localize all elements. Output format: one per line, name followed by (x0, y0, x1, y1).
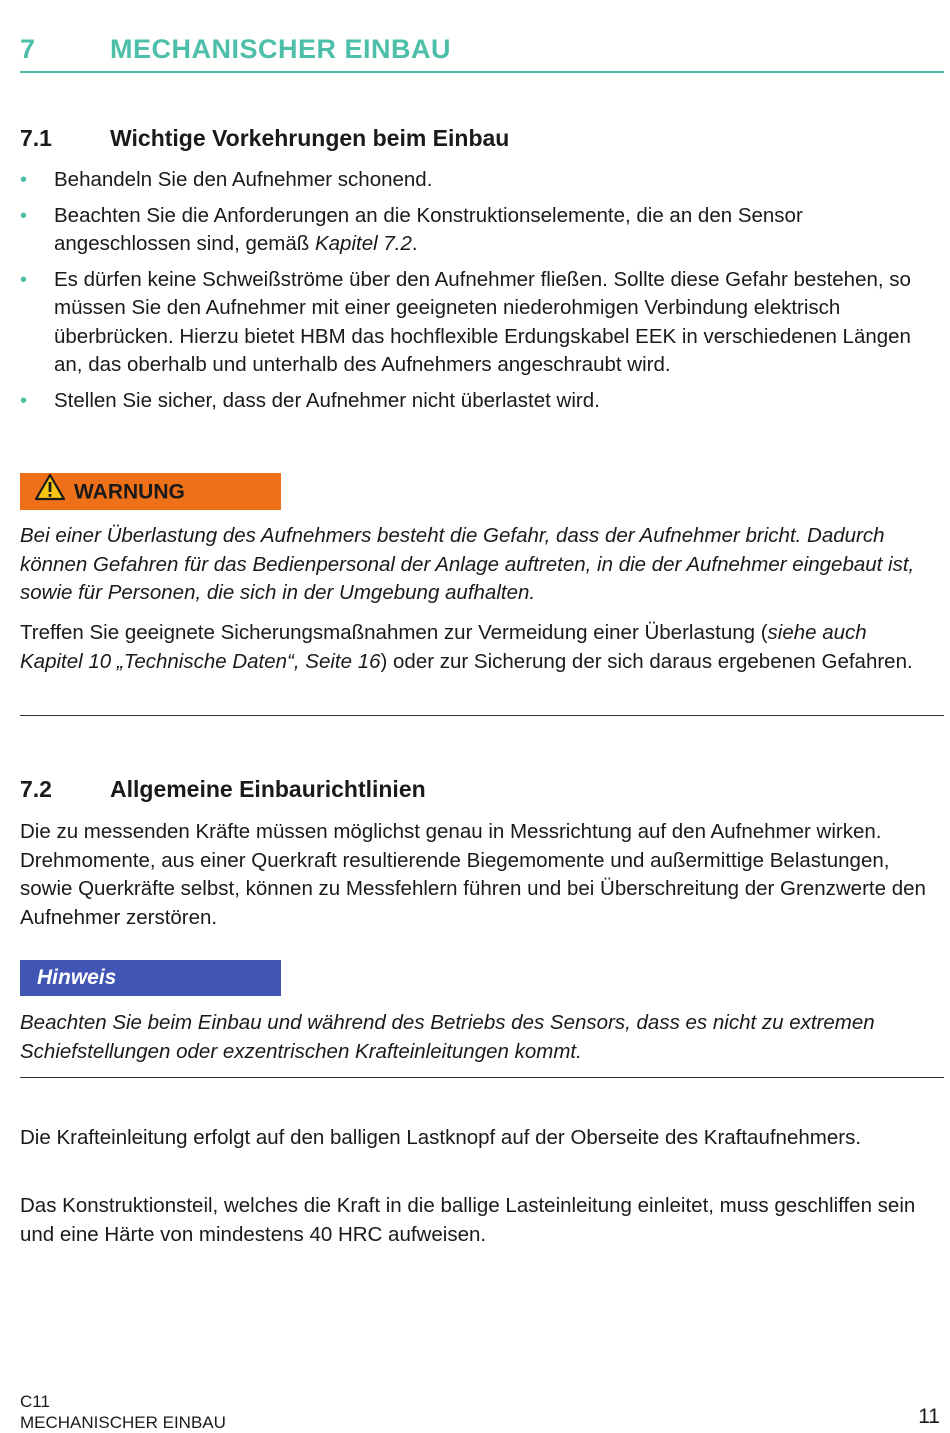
warning-label-box (20, 473, 281, 510)
precautions-list (20, 166, 930, 422)
chapter-reference-link[interactable]: Kapitel 7.2 (314, 232, 412, 255)
note-label: Hinweis (37, 966, 117, 989)
warning-label: WARNUNG (74, 480, 185, 504)
list-item: • Beachten Sie die Anforderungen an die Konstruktionselemente, die an den Sensor angeschlossen sind, gemäß Kapitel 7.2. (20, 203, 803, 255)
section-heading-7-1 (20, 125, 509, 152)
warning-triangle-icon (34, 473, 66, 513)
chapter-title: MECHANISCHER EINBAU (110, 34, 452, 64)
chapter-reference-link[interactable]: siehe auch Kapitel 10 „Technische Daten“, Seite 16 (20, 621, 867, 673)
warning-measures-text: Treffen Sie geeignete Sicherungsmaßnahmen zur Vermeidung einer Überlastung (siehe auch Kapitel 10 „Technische Daten“, Seite 16) oder zur Sicherung der sich daraus ergebenen Gefahren. (20, 621, 913, 673)
bullet-icon: • (20, 268, 28, 291)
section-title: Wichtige Vorkehrungen beim Einbau (110, 125, 510, 151)
footer-left (20, 1391, 226, 1433)
note-text: Beachten Sie beim Einbau und während des Betriebs des Sensors, dass es nicht zu extremen Schiefstellungen oder exzentrischen Krafteinleitungen kommt. (20, 1011, 875, 1063)
document-id: C11 (20, 1392, 50, 1411)
installation-intro: Die zu messenden Kräfte müssen möglichst genau in Messrichtung auf den Aufnehmer wirken. Drehmomente, aus einer Querkraft resultierende Biegemomente und außermittige Belastungen, sowie Querkräfte selbst, können zu Messfehlern führen und bei Überschreitung der Grenzwerte den Aufnehmer zerstören. (20, 820, 926, 929)
bullet-icon: • (20, 169, 28, 191)
divider (20, 1077, 944, 1078)
load-introduction-text: Die Krafteinleitung erfolgt auf den balligen Lastknopf auf der Oberseite des Kraftaufnehmers. (20, 1126, 862, 1149)
section-heading-7-2 (20, 776, 426, 803)
chapter-number: 7 (20, 34, 36, 64)
section-number: 7.2 (20, 776, 52, 802)
page-number: 11 (918, 1405, 940, 1428)
chapter-heading (20, 34, 944, 73)
section-title: Allgemeine Einbaurichtlinien (110, 776, 426, 802)
list-item: • Es dürfen keine Schweißströme über den Aufnehmer fließen. Sollte diese Gefahr bestehen, so müssen Sie den Aufnehmer mit einer geeigneten niederohmigen Verbindung elektrisch überbrücken. Hierzu bietet HBM das hochflexible Erdungskabel EEK in verschiedenen Längen an, das oberhalb und unterhalb des Aufnehmers angeschraubt wird. (20, 267, 911, 376)
list-item: • Behandeln Sie den Aufnehmer schonend. (20, 166, 930, 195)
hardness-requirement-text: Das Konstruktionsteil, welches die Kraft in die ballige Lasteinleitung einleitet, muss geschliffen sein und eine Härte von mindestens 40 HRC aufweisen. (20, 1194, 916, 1246)
footer-section: MECHANISCHER EINBAU (20, 1413, 226, 1432)
note-label-box (20, 960, 281, 996)
warning-text: Bei einer Überlastung des Aufnehmers besteht die Gefahr, dass der Aufnehmer bricht. Dadurch können Gefahren für das Bedienpersonal der Anlage auftreten, in die der Aufnehmer eingebaut ist, sowie für Personen, die sich in der Umgebung aufhalten. (20, 524, 915, 604)
list-item: • Stellen Sie sicher, dass der Aufnehmer nicht überlastet wird. (20, 387, 930, 416)
bullet-icon: • (20, 389, 28, 412)
section-number: 7.1 (20, 125, 52, 151)
divider (20, 715, 944, 716)
bullet-icon: • (20, 204, 28, 227)
